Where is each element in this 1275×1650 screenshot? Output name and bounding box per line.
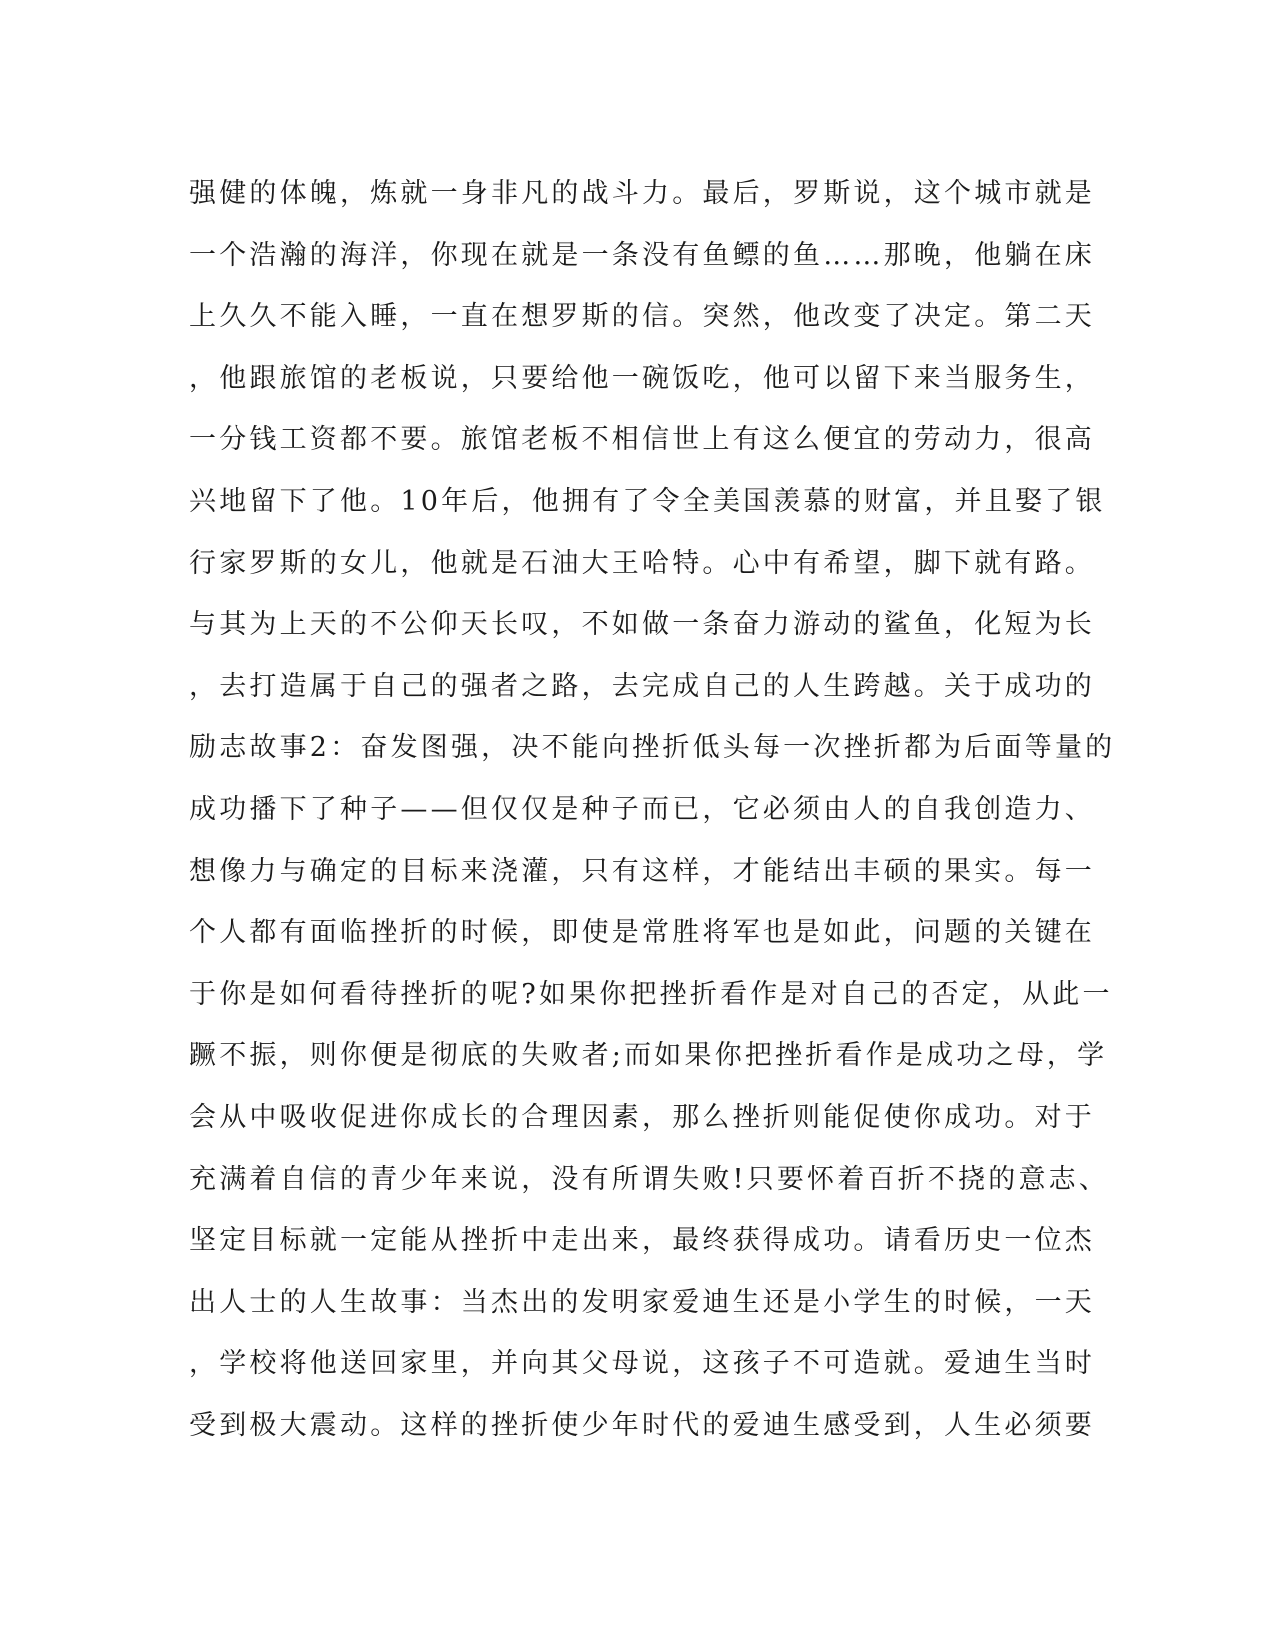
text-line: 一个浩瀚的海洋，你现在就是一条没有鱼鳔的鱼……那晚，他躺在床 xyxy=(189,239,1095,271)
text-line: 行家罗斯的女儿，他就是石油大王哈特。心中有希望，脚下就有路。 xyxy=(189,547,1095,579)
text-line: 个人都有面临挫折的时候，即使是常胜将军也是如此，问题的关键在 xyxy=(189,917,1095,949)
text-line: 与其为上天的不公仰天长叹，不如做一条奋力游动的鲨鱼，化短为长 xyxy=(189,609,1095,641)
text-line: 成功播下了种子——但仅仅是种子而已，它必须由人的自我创造力、 xyxy=(189,793,1095,825)
text-line: 坚定目标就一定能从挫折中走出来，最终获得成功。请看历史一位杰 xyxy=(189,1225,1095,1257)
text-line: 强健的体魄，炼就一身非凡的战斗力。最后，罗斯说，这个城市就是 xyxy=(189,178,1095,209)
text-line: 受到极大震动。这样的挫折使少年时代的爱迪生感受到，人生必须要 xyxy=(189,1409,1095,1441)
text-line: 会从中吸收促进你成长的合理因素，那么挫折则能促使你成功。对于 xyxy=(189,1101,1095,1133)
text-line: 励志故事2：奋发图强，决不能向挫折低头每一次挫折都为后面等量的 xyxy=(189,732,1116,764)
text-line: 上久久不能入睡，一直在想罗斯的信。突然，他改变了决定。第二天 xyxy=(189,301,1095,333)
text-line: ，学校将他送回家里，并向其父母说，这孩子不可造就。爱迪生当时 xyxy=(189,1348,1095,1380)
text-line: 一分钱工资都不要。旅馆老板不相信世上有这么便宜的劳动力，很高 xyxy=(189,424,1095,456)
text-line: 出人士的人生故事：当杰出的发明家爱迪生还是小学生的时候，一天 xyxy=(189,1286,1095,1318)
text-line: 蹶不振，则你便是彻底的失败者;而如果你把挫折看作是成功之母，学 xyxy=(189,1040,1108,1072)
text-line: 充满着自信的青少年来说，没有所谓失败!只要怀着百折不挠的意志、 xyxy=(189,1163,1110,1195)
text-line: 于你是如何看待挫折的呢?如果你把挫折看作是对自己的否定，从此一 xyxy=(189,978,1113,1010)
text-line: 兴地留下了他。10年后，他拥有了令全美国羡慕的财富，并且娶了银 xyxy=(189,485,1106,517)
text-line: ，去打造属于自己的强者之路，去完成自己的人生跨越。关于成功的 xyxy=(189,670,1095,702)
text-line: ，他跟旅馆的老板说，只要给他一碗饭吃，他可以留下来当服务生， xyxy=(189,362,1095,394)
body-text xyxy=(189,163,1116,1456)
text-line: 想像力与确定的目标来浇灌，只有这样，才能结出丰硕的果实。每一 xyxy=(189,855,1095,887)
